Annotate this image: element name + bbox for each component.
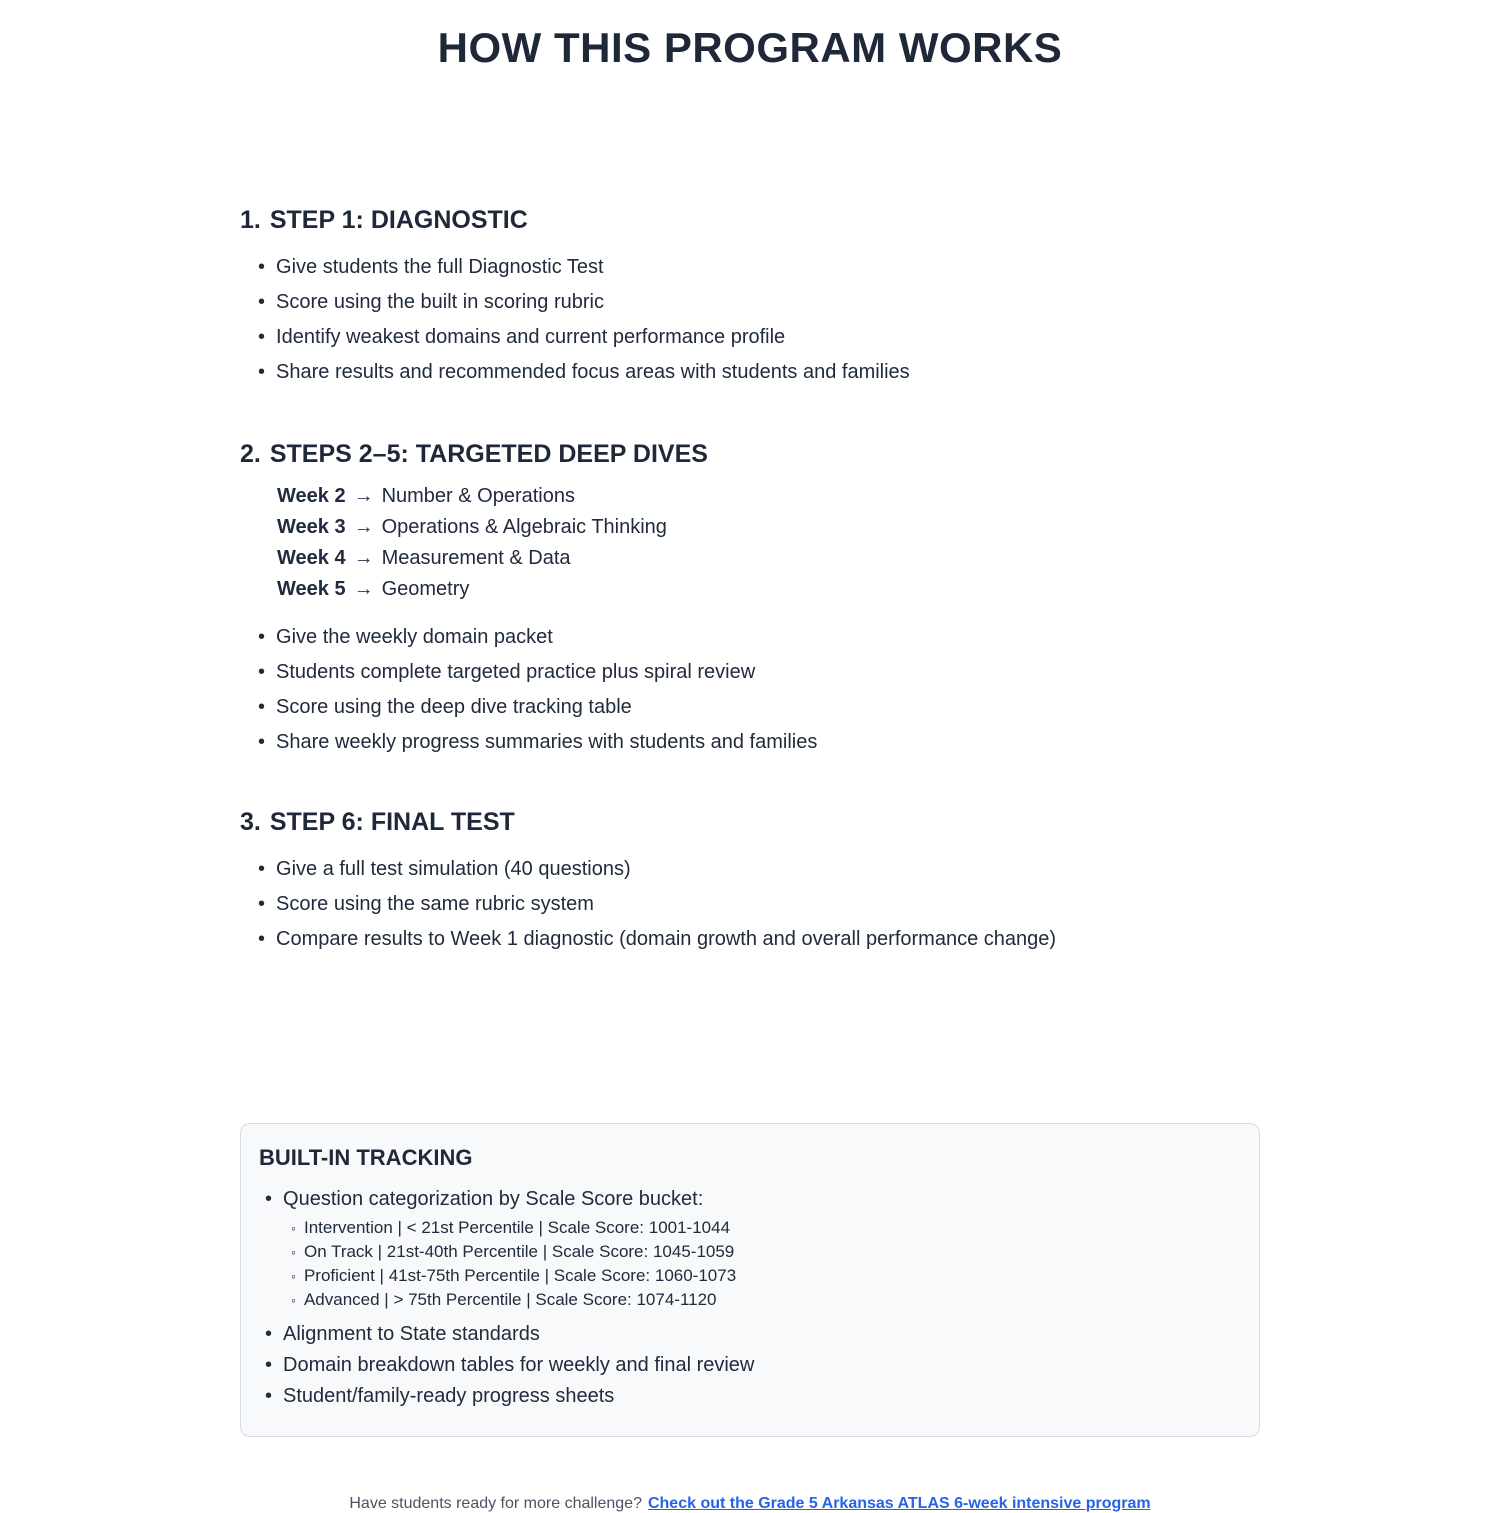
score-bucket-item [291, 1264, 1235, 1288]
bullet-item [258, 320, 1260, 355]
week-label: Week 5 [277, 578, 346, 600]
bullet-item [258, 852, 1260, 887]
bullet-item [265, 1350, 1235, 1381]
week-topic: Operations & Algebraic Thinking [381, 516, 667, 538]
tracking-bullet-list [259, 1319, 1235, 1412]
bullet-icon: • [265, 1354, 273, 1376]
week-row [277, 512, 1260, 543]
bullet-item [265, 1319, 1235, 1350]
sub-bullet-icon: ◦ [291, 1292, 296, 1308]
week-row [277, 481, 1260, 512]
bullet-icon: • [265, 1188, 273, 1210]
bullet-item [265, 1381, 1235, 1412]
bullet-icon: • [258, 858, 266, 880]
bullet-icon: • [258, 731, 266, 753]
bullet-text: Alignment to State standards [283, 1323, 540, 1345]
bullet-text: Identify weakest domains and current performance profile [276, 326, 786, 348]
score-bucket-item [291, 1216, 1235, 1240]
week-row [277, 543, 1260, 574]
section-title: STEP 1: DIAGNOSTIC [269, 206, 528, 234]
bullet-text: Domain breakdown tables for weekly and final review [283, 1354, 755, 1376]
content-column [240, 206, 1260, 1513]
footer [240, 1495, 1260, 1513]
page-title: HOW THIS PROGRAM WORKS [437, 24, 1063, 71]
week-row [277, 574, 1260, 605]
bullet-icon: • [258, 696, 266, 718]
bullet-item [258, 250, 1260, 285]
sub-bullet-icon: ◦ [291, 1244, 296, 1260]
bullet-item [258, 922, 1260, 957]
week-label: Week 2 [277, 485, 346, 507]
bullet-icon: • [258, 326, 266, 348]
bullet-icon: • [258, 626, 266, 648]
section-heading [240, 440, 1260, 469]
bullet-text: Give students the full Diagnostic Test [276, 256, 604, 278]
bullet-text: Give a full test simulation (40 questions) [276, 858, 631, 880]
section-bullet-list [240, 852, 1260, 957]
bullet-icon: • [258, 256, 266, 278]
section-step-6-final-test [240, 808, 1260, 957]
bullet-item [258, 725, 1260, 760]
bullet-item [258, 620, 1260, 655]
bullet-text: Share results and recommended focus areas with students and families [276, 361, 910, 383]
score-bucket-text: Proficient | 41st-75th Percentile | Scale Score: 1060-1073 [303, 1266, 737, 1285]
tracking-panel-title: BUILT-IN TRACKING [259, 1145, 473, 1170]
section-heading [240, 808, 1260, 837]
scale-score-bucket-list [291, 1216, 1235, 1312]
bullet-icon: • [258, 661, 266, 683]
score-bucket-text: On Track | 21st-40th Percentile | Scale Score: 1045-1059 [303, 1242, 735, 1261]
bullet-text: Score using the built in scoring rubric [276, 291, 604, 313]
bullet-icon: • [258, 928, 266, 950]
bullet-item [258, 690, 1260, 725]
tracking-lead-bullet [259, 1185, 1235, 1214]
bullet-icon: • [258, 893, 266, 915]
bullet-item [258, 655, 1260, 690]
arrow-icon: → [353, 516, 374, 538]
sub-bullet-icon: ◦ [291, 1268, 296, 1284]
built-in-tracking-panel [240, 1123, 1260, 1437]
bullet-item [258, 285, 1260, 320]
week-topic: Measurement & Data [381, 547, 571, 569]
bullet-item [258, 355, 1260, 390]
bullet-text: Question categorization by Scale Score bucket: [283, 1188, 704, 1210]
arrow-icon: → [353, 485, 374, 507]
bullet-text: Score using the deep dive tracking table [276, 696, 632, 718]
bullet-icon: • [258, 361, 266, 383]
arrow-icon: → [353, 578, 374, 600]
section-number: 3. [240, 808, 261, 836]
section-steps-2-5-deep-dives [240, 440, 1260, 760]
bullet-item [258, 887, 1260, 922]
score-bucket-text: Intervention | < 21st Percentile | Scale Score: 1001-1044 [303, 1218, 731, 1237]
week-label: Week 3 [277, 516, 346, 538]
section-bullet-list [240, 620, 1260, 760]
sub-bullet-icon: ◦ [291, 1220, 296, 1236]
week-schedule [277, 481, 1260, 605]
section-number: 2. [240, 440, 261, 468]
bullet-text: Student/family-ready progress sheets [283, 1385, 615, 1407]
week-label: Week 4 [277, 547, 346, 569]
section-bullet-list [240, 250, 1260, 390]
bullet-icon: • [265, 1323, 273, 1345]
bullet-icon: • [258, 291, 266, 313]
week-topic: Geometry [381, 578, 470, 600]
week-topic: Number & Operations [381, 485, 575, 507]
score-bucket-item [291, 1288, 1235, 1312]
score-bucket-text: Advanced | > 75th Percentile | Scale Score: 1074-1120 [303, 1290, 717, 1309]
bullet-text: Students complete targeted practice plus spiral review [276, 661, 756, 683]
arrow-icon: → [353, 547, 374, 569]
section-heading [240, 206, 1260, 235]
section-title: STEP 6: FINAL TEST [269, 808, 515, 836]
section-step-1-diagnostic [240, 206, 1260, 390]
score-bucket-item [291, 1240, 1235, 1264]
bullet-text: Compare results to Week 1 diagnostic (domain growth and overall performance change) [276, 928, 1057, 950]
bullet-text: Share weekly progress summaries with students and families [276, 731, 818, 753]
footer-prompt-text: Have students ready for more challenge? [349, 1495, 642, 1512]
bullet-text: Give the weekly domain packet [276, 626, 553, 648]
intensive-program-link[interactable]: Check out the Grade 5 Arkansas ATLAS 6-week intensive program [647, 1495, 1151, 1512]
section-title: STEPS 2–5: TARGETED DEEP DIVES [269, 440, 708, 468]
bullet-icon: • [265, 1385, 273, 1407]
section-number: 1. [240, 206, 261, 234]
bullet-text: Score using the same rubric system [276, 893, 594, 915]
